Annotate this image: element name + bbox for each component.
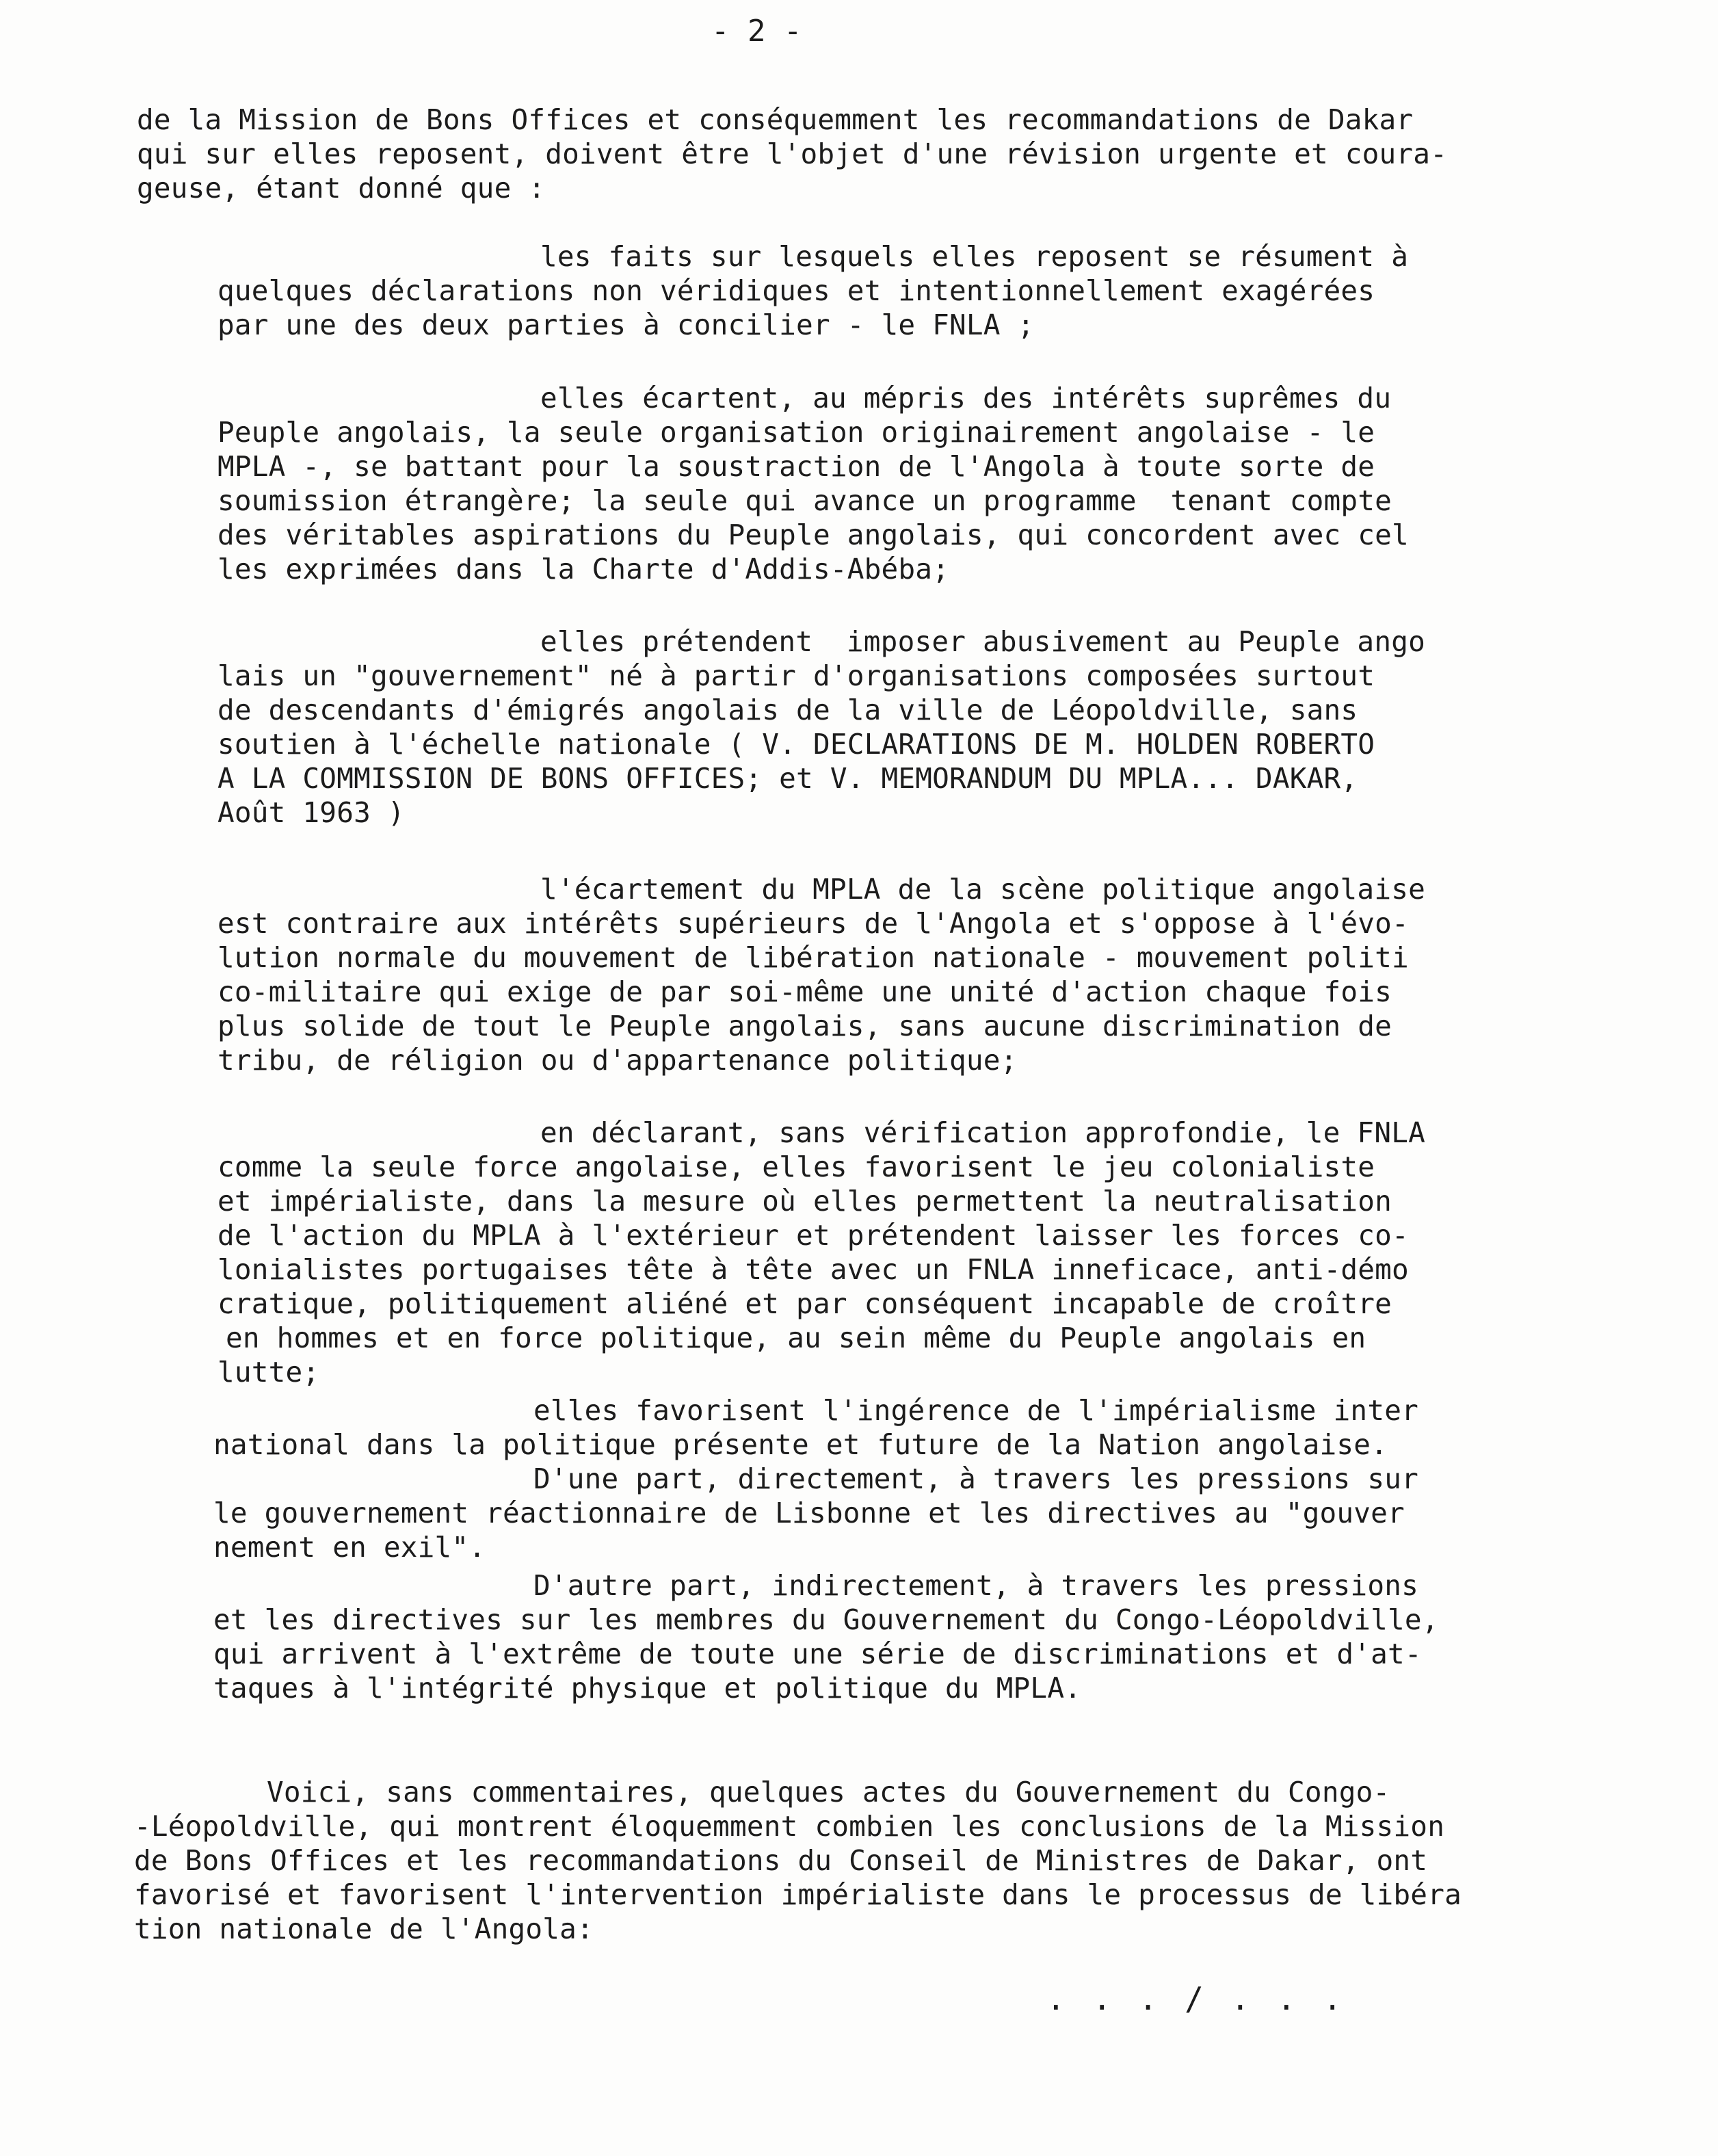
text-line: tion nationale de l'Angola: [134, 1912, 594, 1945]
text-line: geuse, étant donné que : [137, 172, 546, 205]
text-line: de Bons Offices et les recommandations du Conseil de Ministres de Dakar, ont [134, 1844, 1428, 1877]
text-line: soumission étrangère; la seule qui avance un programme tenant compte [217, 484, 1392, 517]
text-line: tribu, de réligion ou d'appartenance politique; [217, 1044, 1018, 1077]
text-line: lais un "gouvernement" né à partir d'organisations composées surtout [217, 659, 1375, 692]
text-line: lutte; [217, 1356, 320, 1389]
text-line: A LA COMMISSION DE BONS OFFICES; et V. MEMORANDUM DU MPLA... DAKAR, [217, 762, 1358, 795]
text-line: MPLA -, se battant pour la soustraction de l'Angola à toute sorte de [217, 450, 1375, 483]
text-line: taques à l'intégrité physique et politique du MPLA. [213, 1672, 1082, 1705]
text-line: de l'action du MPLA à l'extérieur et prétendent laisser les forces co- [217, 1219, 1409, 1252]
text-line: qui sur elles reposent, doivent être l'objet d'une révision urgente et coura- [137, 137, 1448, 170]
text-line: le gouvernement réactionnaire de Lisbonne et les directives au "gouver [213, 1497, 1405, 1529]
text-line: les exprimées dans la Charte d'Addis-Abéba; [217, 553, 950, 586]
text-line: elles favorisent l'ingérence de l'impérialisme inter [533, 1394, 1418, 1427]
text-line: co-militaire qui exige de par soi-même une unité d'action chaque fois [217, 975, 1392, 1008]
text-line: Peuple angolais, la seule organisation originairement angolaise - le [217, 416, 1375, 449]
text-line: -Léopoldville, qui montrent éloquemment combien les conclusions de la Mission [134, 1810, 1445, 1843]
text-line: soutien à l'échelle nationale ( V. DECLARATIONS DE M. HOLDEN ROBERTO [217, 728, 1375, 761]
text-line: de descendants d'émigrés angolais de la ville de Léopoldville, sans [217, 694, 1358, 726]
text-line: en hommes et en force politique, au sein même du Peuple angolais en [226, 1322, 1366, 1354]
text-line: quelques déclarations non véridiques et intentionnellement exagérées [217, 274, 1375, 307]
text-line: lution normale du mouvement de libération nationale - mouvement politi [217, 941, 1409, 974]
text-line: nement en exil". [213, 1531, 486, 1564]
text-line: par une des deux parties à concilier - le FNLA ; [217, 308, 1035, 341]
text-line: elles écartent, au mépris des intérêts suprêmes du [540, 382, 1392, 415]
text-line: D'autre part, indirectement, à travers les pressions [533, 1569, 1418, 1602]
text-line: et impérialiste, dans la mesure où elles permettent la neutralisation [217, 1185, 1392, 1218]
text-line: en déclarant, sans vérification approfondie, le FNLA [540, 1116, 1425, 1149]
text-line: plus solide de tout le Peuple angolais, sans aucune discrimination de [217, 1010, 1392, 1042]
text-line: comme la seule force angolaise, elles favorisent le jeu colonialiste [217, 1151, 1375, 1183]
text-line: l'écartement du MPLA de la scène politique angolaise [540, 873, 1425, 906]
text-line: lonialistes portugaises tête à tête avec un FNLA inneficace, anti-démo [217, 1253, 1409, 1286]
text-line: national dans la politique présente et future de la Nation angolaise. [213, 1428, 1388, 1461]
text-line: Août 1963 ) [217, 796, 405, 829]
text-line: qui arrivent à l'extrême de toute une série de discriminations et d'at- [213, 1638, 1422, 1670]
text-line: Voici, sans commentaires, quelques actes du Gouvernement du Congo- [267, 1776, 1390, 1809]
text-line: des véritables aspirations du Peuple angolais, qui concordent avec cel [217, 518, 1409, 551]
continuation-mark: . . . / . . . [1046, 1980, 1347, 2017]
text-line: favorisé et favorisent l'intervention impérialiste dans le processus de libéra [134, 1878, 1462, 1911]
text-line: et les directives sur les membres du Gouvernement du Congo-Léopoldville, [213, 1603, 1439, 1636]
text-line: est contraire aux intérêts supérieurs de l'Angola et s'oppose à l'évo- [217, 907, 1409, 940]
text-line: les faits sur lesquels elles reposent se résument à [540, 240, 1409, 273]
text-line: elles prétendent imposer abusivement au Peuple ango [540, 625, 1425, 658]
text-line: cratique, politiquement aliéné et par conséquent incapable de croître [217, 1287, 1392, 1320]
text-line: D'une part, directement, à travers les pressions sur [533, 1462, 1418, 1495]
text-line: de la Mission de Bons Offices et conséquemment les recommandations de Dakar [137, 103, 1414, 136]
page-number: - 2 - [711, 14, 802, 49]
